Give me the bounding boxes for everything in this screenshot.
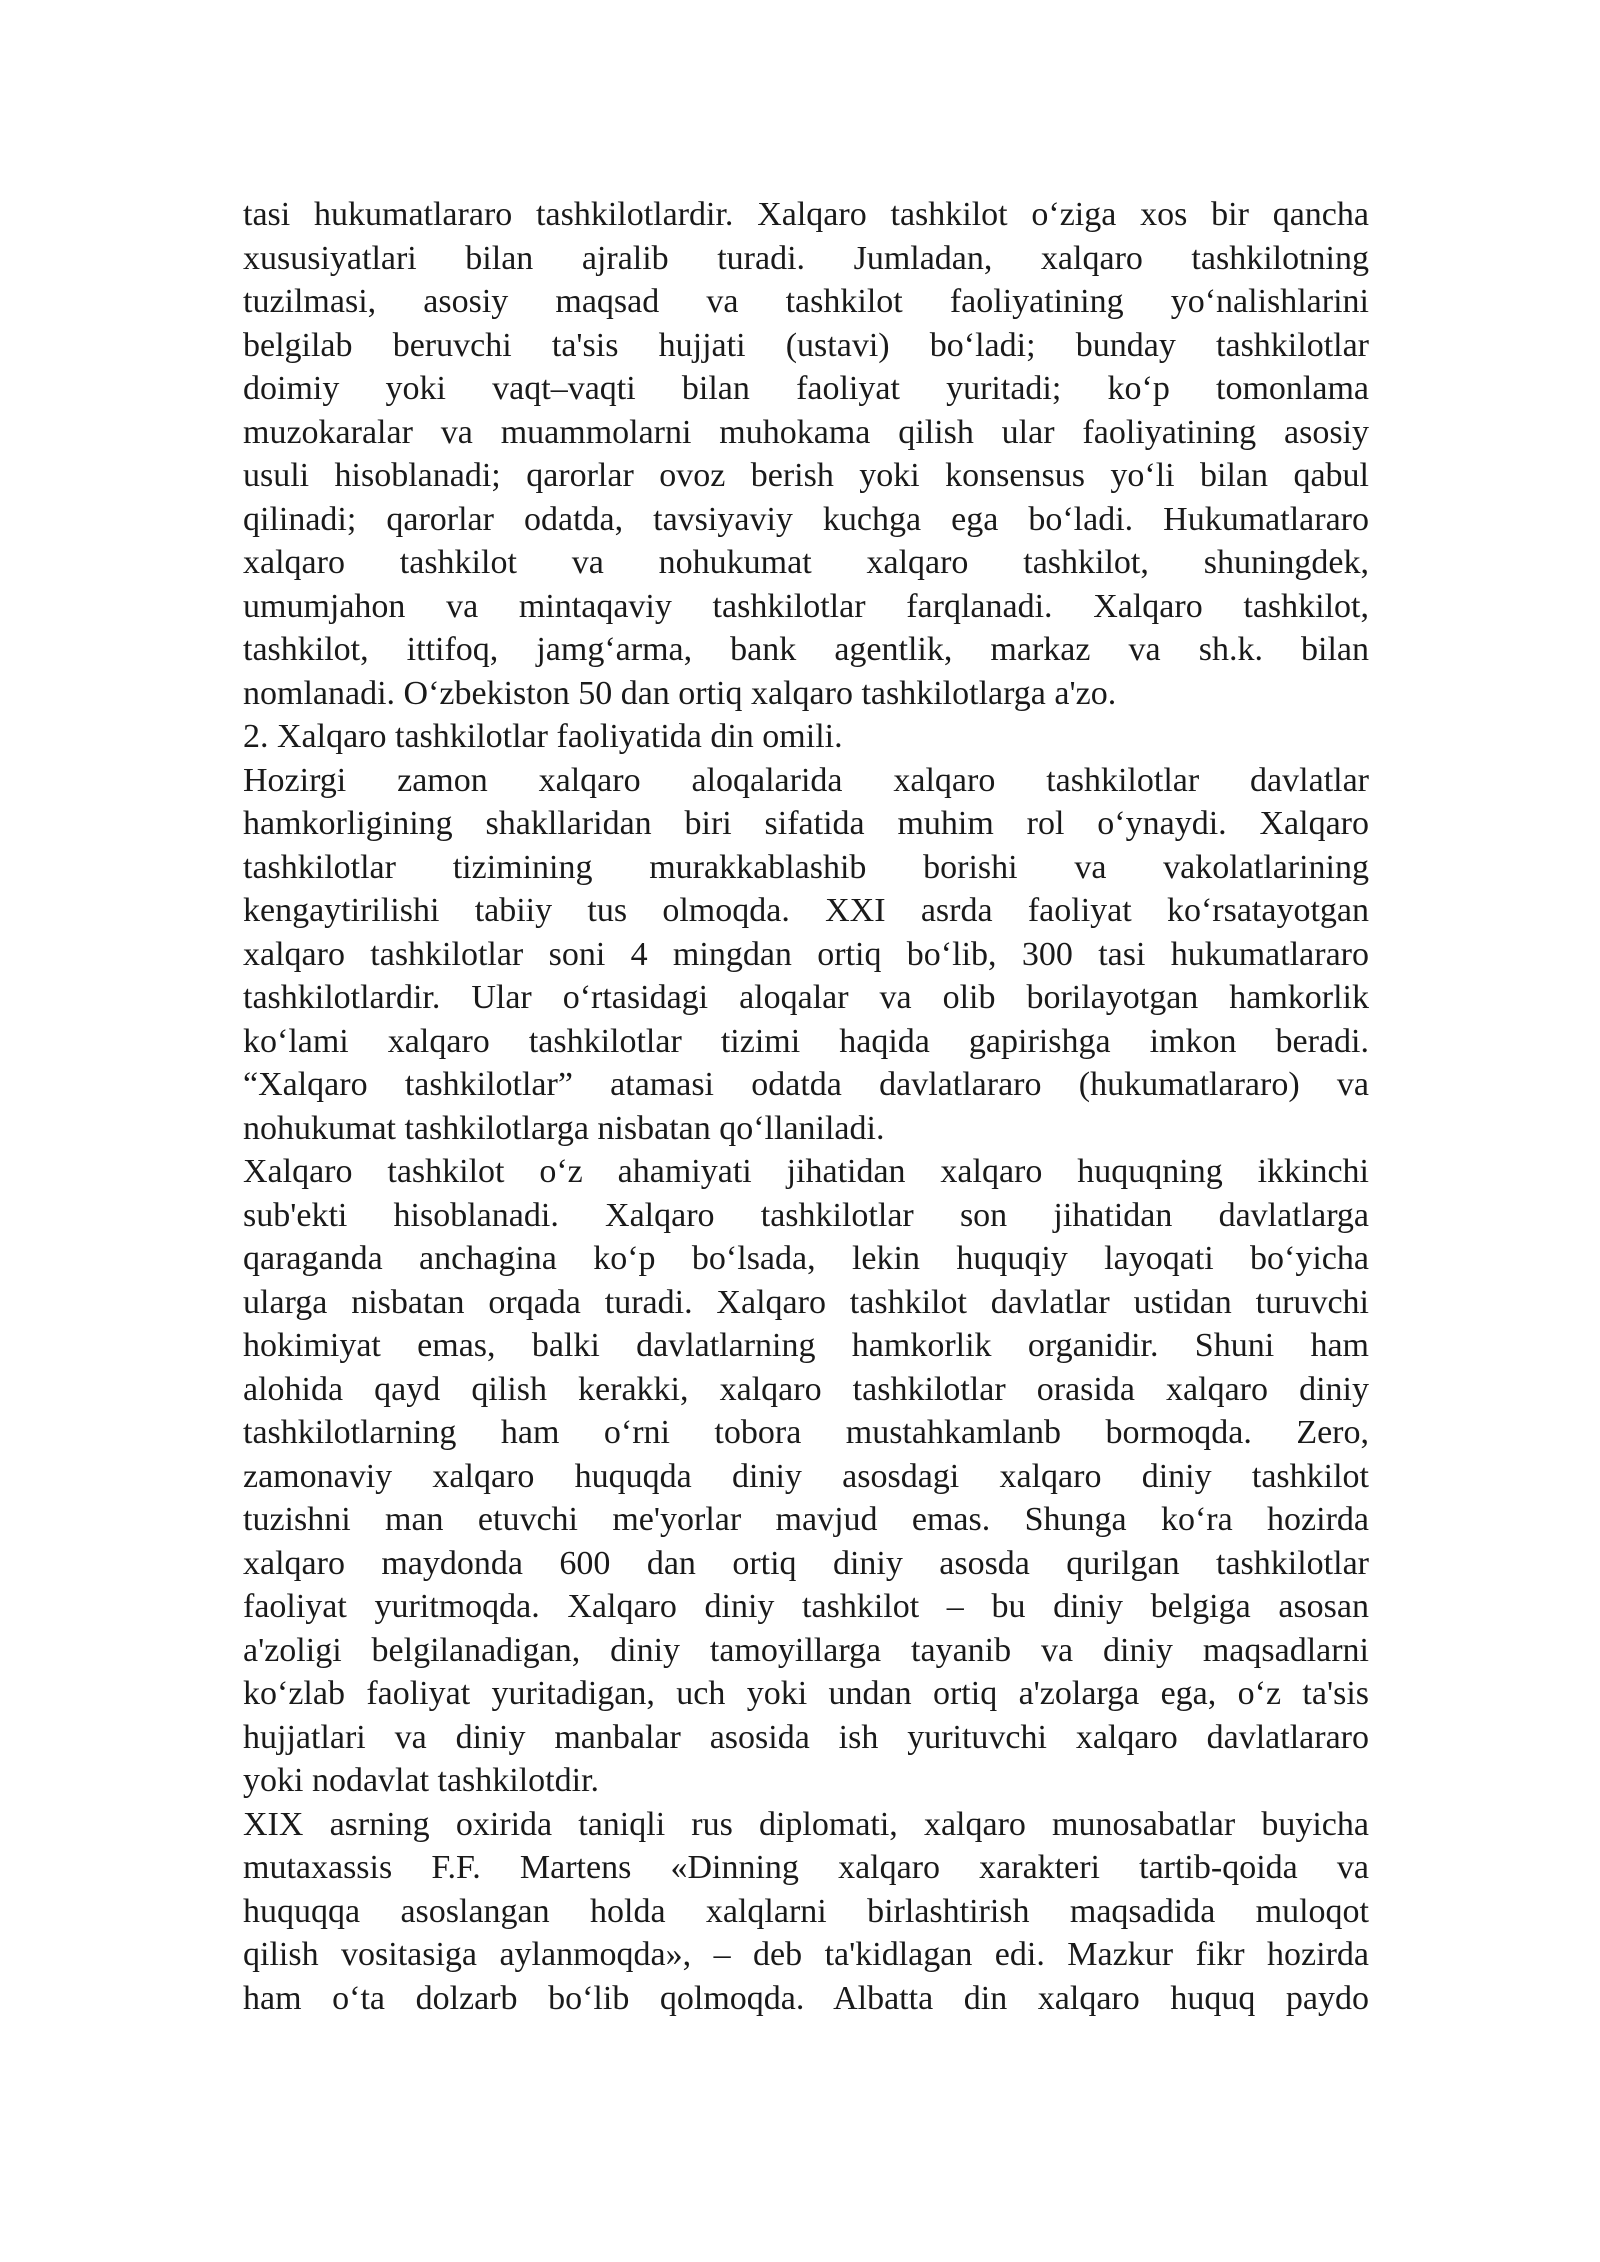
text-line: Hozirgi zamon xalqaro aloqalarida xalqaro tashkilotlar davlatlar [243,761,1369,799]
text-line: ko‘zlab faoliyat yuritadigan, uch yoki undan ortiq a'zolarga ega, o‘z ta'sis [243,1675,1369,1712]
paragraph [243,1150,1369,1803]
text-line: Xalqaro tashkilot o‘z ahamiyati jihatidan xalqaro huquqning ikkinchi [243,1153,1369,1190]
text-line: xalqaro tashkilot va nohukumat xalqaro tashkilot, shuningdek, [243,544,1369,581]
paragraph [243,759,1369,1151]
text-line: kengaytirilishi tabiiy tus olmoqda. XXI asrda faoliyat ko‘rsatayotgan [243,892,1369,929]
text-line: tashkilotlardir. Ular o‘rtasidagi aloqalar va olib borilayotgan hamkorlik [243,979,1369,1016]
text-line: alohida qayd qilish kerakki, xalqaro tashkilotlar orasida xalqaro diniy [243,1370,1369,1408]
text-line: a'zoligi belgilanadigan, diniy tamoyillarga tayanib va diniy maqsadlarni [243,1631,1369,1669]
text-line: huquqqa asoslangan holda xalqlarni birlashtirish maqsadida muloqot [243,1892,1369,1930]
text-line: ularga nisbatan orqada turadi. Xalqaro tashkilot davlatlar ustidan turuvchi [243,1283,1369,1321]
text-line: belgilab beruvchi ta'sis hujjati (ustavi) bo‘ladi; bunday tashkilotlar [243,326,1369,364]
text-line: tashkilotlarning ham o‘rni tobora mustahkamlanb bormoqda. Zero, [243,1414,1369,1451]
text-line: tashkilot, ittifoq, jamg‘arma, bank agentlik, markaz va sh.k. bilan [243,631,1369,668]
text-line: yoki nodavlat tashkilotdir. [243,1762,600,1799]
paragraph [243,1803,1369,2021]
text-line: muzokaralar va muammolarni muhokama qilish ular faoliyatining asosiy [243,413,1369,451]
document-body-text [243,193,1369,2020]
text-line: tasi hukumatlararo tashkilotlardir. Xalqaro tashkilot o‘ziga xos bir qancha [243,196,1369,233]
text-line: umumjahon va mintaqaviy tashkilotlar farqlanadi. Xalqaro tashkilot, [243,587,1369,625]
text-line: XIX asrning oxirida taniqli rus diplomati, xalqaro munosabatlar buyicha [243,1805,1369,1843]
text-line: qilinadi; qarorlar odatda, tavsiyaviy kuchga ega bo‘ladi. Hukumatlararo [243,500,1369,538]
text-line: hokimiyat emas, balki davlatlarning hamkorlik organidir. Shuni ham [243,1327,1369,1364]
text-line: “Xalqaro tashkilotlar” atamasi odatda davlatlararo (hukumatlararo) va [243,1066,1369,1103]
text-line: doimiy yoki vaqt–vaqti bilan faoliyat yuritadi; ko‘p tomonlama [243,370,1369,407]
text-line: mutaxassis F.F. Martens «Dinning xalqaro xarakteri tartib-qoida va [243,1849,1369,1886]
text-line: 2. Xalqaro tashkilotlar faoliyatida din omili. [243,718,843,755]
paragraph [243,193,1369,715]
text-line: faoliyat yuritmoqda. Xalqaro diniy tashkilot – bu diniy belgiga asosan [243,1588,1369,1625]
text-line: tuzishni man etuvchi me'yorlar mavjud emas. Shunga ko‘ra hozirda [243,1501,1369,1538]
text-line: zamonaviy xalqaro huquqda diniy asosdagi xalqaro diniy tashkilot [243,1457,1369,1495]
text-line: xalqaro maydonda 600 dan ortiq diniy asosda qurilgan tashkilotlar [243,1544,1369,1582]
text-line: nohukumat tashkilotlarga nisbatan qo‘llaniladi. [243,1109,885,1147]
text-line: qaraganda anchagina ko‘p bo‘lsada, lekin huquqiy layoqati bo‘yicha [243,1240,1369,1277]
text-line: hamkorligining shakllaridan biri sifatida muhim rol o‘ynaydi. Xalqaro [243,805,1369,842]
text-line: xalqaro tashkilotlar soni 4 mingdan ortiq bo‘lib, 300 tasi hukumatlararo [243,935,1369,973]
text-line: ham o‘ta dolzarb bo‘lib qolmoqda. Albatta din xalqaro huquq paydo [243,1979,1369,2017]
text-line: nomlanadi. O‘zbekiston 50 dan ortiq xalqaro tashkilotlarga a'zo. [243,674,1117,712]
text-line: ko‘lami xalqaro tashkilotlar tizimi haqida gapirishga imkon beradi. [243,1022,1369,1060]
text-line: hujjatlari va diniy manbalar asosida ish yurituvchi xalqaro davlatlararo [243,1718,1369,1756]
text-line: qilish vositasiga aylanmoqda», – deb ta'kidlagan edi. Mazkur fikr hozirda [243,1936,1369,1973]
text-line: xususiyatlari bilan ajralib turadi. Jumladan, xalqaro tashkilotning [243,239,1369,277]
text-line: sub'ekti hisoblanadi. Xalqaro tashkilotlar son jihatidan davlatlarga [243,1196,1369,1234]
section-heading [243,715,1369,759]
text-line: tuzilmasi, asosiy maqsad va tashkilot faoliyatining yo‘nalishlarini [243,283,1369,320]
text-line: tashkilotlar tizimining murakkablashib borishi va vakolatlarining [243,848,1369,886]
text-line: usuli hisoblanadi; qarorlar ovoz berish yoki konsensus yo‘li bilan qabul [243,457,1369,494]
